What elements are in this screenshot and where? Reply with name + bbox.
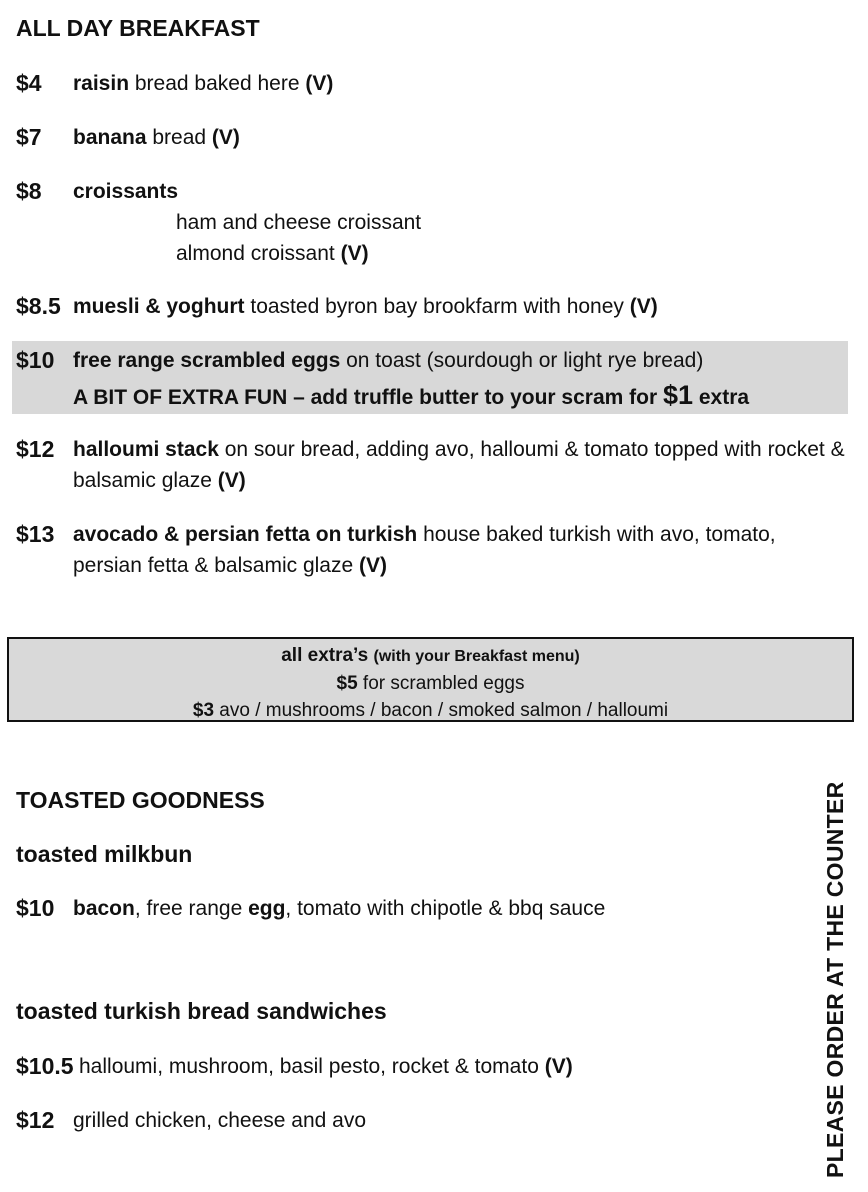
order-at-counter-banner: PLEASE ORDER AT THE COUNTER (822, 781, 848, 1178)
item-price: $13 (16, 521, 55, 547)
item-name: free range scrambled eggs (73, 349, 341, 372)
item-price: $12 (16, 436, 55, 462)
item-description (79, 1051, 848, 1082)
extras-heading-note: (with your Breakfast menu) (373, 648, 580, 665)
item-name: bacon (73, 897, 135, 920)
subtitle-turkish-sandwiches: toasted turkish bread sandwiches (16, 998, 387, 1024)
item-text: bread (146, 126, 212, 149)
extra-text: A BIT OF EXTRA FUN – add truffle butter to your scram for (73, 386, 663, 409)
menu-item-raisin-bread (16, 68, 848, 99)
section-title-toasted: TOASTED GOODNESS (16, 787, 265, 813)
item-name: avocado & persian fetta on turkish (73, 523, 418, 546)
croissant-option-ham-cheese: ham and cheese croissant (176, 211, 422, 234)
subtitle-milkbun: toasted milkbun (16, 841, 193, 867)
extras-price: $5 (336, 673, 358, 694)
item-price: $4 (16, 70, 42, 96)
vegetarian-tag: (V) (629, 295, 658, 318)
item-text: , free range (134, 897, 249, 920)
vegetarian-tag: (V) (305, 72, 334, 95)
extras-heading-text: all extra’s (281, 645, 374, 666)
menu-item-milkbun (16, 893, 848, 924)
item-text: grilled chicken, cheese and avo (73, 1109, 367, 1132)
truffle-butter-extra (73, 378, 848, 415)
menu-item-chicken-sandwich (16, 1105, 848, 1136)
extras-line-eggs (9, 670, 852, 697)
section-title-breakfast: ALL DAY BREAKFAST (16, 15, 260, 41)
item-description (73, 434, 848, 496)
item-text: , tomato with chipotle & bbq sauce (285, 897, 606, 920)
vegetarian-tag: (V) (211, 126, 240, 149)
option-text: almond croissant (176, 242, 341, 265)
item-price: $12 (16, 1107, 55, 1133)
item-price: $7 (16, 124, 42, 150)
item-name: raisin (73, 72, 130, 95)
extras-price: $3 (192, 700, 215, 721)
item-name-egg: egg (248, 897, 286, 920)
item-name: croissants (73, 180, 179, 203)
extras-heading (9, 642, 852, 670)
item-price: $8 (16, 178, 42, 204)
item-text: on toast (sourdough or light rye bread) (340, 349, 704, 372)
menu-item-scrambled-eggs (16, 345, 848, 415)
menu-item-muesli (16, 291, 848, 322)
item-name: halloumi stack (73, 438, 219, 461)
extra-price: $1 (662, 380, 694, 410)
item-description (73, 1105, 848, 1136)
item-price: $10 (16, 895, 55, 921)
item-text: halloumi, mushroom, basil pesto, rocket & tomato (79, 1055, 545, 1078)
extra-suffix: extra (693, 386, 750, 409)
item-price: $10.5 (16, 1053, 74, 1079)
croissant-option-almond (176, 238, 848, 269)
item-price: $10 (16, 347, 55, 373)
vegetarian-tag: (V) (340, 242, 369, 265)
item-description (73, 122, 848, 153)
item-text: on sour bread, adding avo, halloumi & tomato topped with rocket & balsamic glaze (73, 438, 845, 492)
item-description (73, 519, 848, 581)
item-text: bread baked here (129, 72, 306, 95)
item-description (73, 176, 848, 207)
vegetarian-tag: (V) (217, 469, 246, 492)
item-text: toasted byron bay brookfarm with honey (244, 295, 630, 318)
item-description (73, 291, 848, 322)
menu-item-banana-bread (16, 122, 848, 153)
item-text: house baked turkish with avo, tomato, persian fetta & balsamic glaze (73, 523, 776, 577)
menu-item-avocado-fetta (16, 519, 848, 581)
vegetarian-tag: (V) (544, 1055, 573, 1078)
extras-text: for scrambled eggs (357, 673, 525, 694)
extras-box (7, 637, 854, 722)
item-name: muesli & yoghurt (73, 295, 245, 318)
extras-line-sides (9, 697, 852, 724)
item-description (73, 345, 848, 376)
item-description (73, 893, 848, 924)
menu-item-croissants (16, 176, 848, 269)
vegetarian-tag: (V) (358, 554, 387, 577)
item-price: $8.5 (16, 293, 61, 319)
menu-item-halloumi-stack (16, 434, 848, 496)
item-description (73, 68, 848, 99)
extras-text: avo / mushrooms / bacon / smoked salmon / halloumi (214, 700, 669, 721)
menu-item-halloumi-sandwich (16, 1051, 848, 1082)
item-name: banana (73, 126, 147, 149)
